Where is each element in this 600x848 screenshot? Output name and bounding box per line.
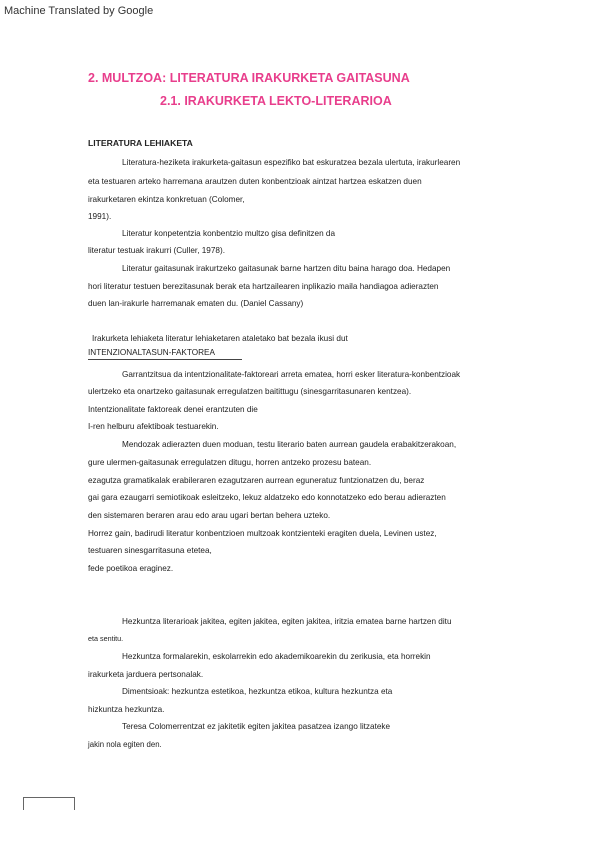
text-line: hori literatur testuen berezitasunak berak eta hartzailearen inplikazio maila handiagoa adierazten bbox=[88, 282, 439, 291]
text-line: den sistemaren beraren arau edo arau ugari bertan behera uzteko. bbox=[88, 511, 331, 520]
text-line: Literatur gaitasunak irakurtzeko gaitasunak barne hartzen ditu baina harago doa. Hedapen bbox=[122, 264, 451, 273]
text-line: literatur testuak irakurri (Culler, 1978). bbox=[88, 246, 225, 255]
text-line: hizkuntza hezkuntza. bbox=[88, 705, 165, 714]
text-line: I-ren helburu afektiboak testuarekin. bbox=[88, 422, 219, 431]
text-line: duen lan-irakurle harremanak ematen du. (Daniel Cassany) bbox=[88, 299, 304, 308]
text-line: Hezkuntza formalarekin, eskolarrekin edo akademikoarekin du zerikusia, eta horrekin bbox=[122, 652, 431, 661]
text-line: testuaren sinesgarritasuna etetea, bbox=[88, 546, 212, 555]
text-line: gure ulermen-gaitasunak erregulatzen ditugu, horren antzeko prozesu batean. bbox=[88, 458, 372, 467]
heading-underline bbox=[88, 359, 242, 360]
page-footer-box bbox=[23, 797, 75, 810]
machine-translation-banner: Machine Translated by Google bbox=[4, 5, 154, 17]
main-title: 2. MULTZOA: LITERATURA IRAKURKETA GAITASUNA bbox=[88, 71, 410, 85]
text-line: Literatura-heziketa irakurketa-gaitasun espezifiko bat eskuratzea bezala ulertuta, irakurlearen bbox=[122, 158, 461, 167]
text-line: irakurketaren ekintza konkretuan (Colomer, bbox=[88, 195, 245, 204]
text-line: Hezkuntza literarioak jakitea, egiten jakitea, egiten jakitea, iritzia ematea barne hartzen ditu bbox=[122, 617, 452, 626]
text-line: Horrez gain, badirudi literatur konbentzioen multzoak kontzienteki eragiten duela, Levinen ustez, bbox=[88, 529, 437, 538]
text-line: Intentzionalitate faktoreak denei erantzuten die bbox=[88, 405, 258, 414]
section-heading: LITERATURA LEHIAKETA bbox=[88, 138, 193, 148]
text-line: 1991). bbox=[88, 212, 112, 221]
intentionality-heading: INTENZIONALTASUN-FAKTOREA bbox=[88, 348, 215, 357]
text-line: fede poetikoa eraginez. bbox=[88, 564, 174, 573]
text-line: gai gara ezaugarri semiotikoak esleitzeko, lekuz aldatzeko edo konnotatzeko edo berau adierazten bbox=[88, 493, 446, 502]
sub-title: 2.1. IRAKURKETA LEKTO-LITERARIOA bbox=[160, 94, 392, 108]
text-line: jakin nola egiten den. bbox=[88, 740, 162, 749]
text-line: Literatur konpetentzia konbentzio multzo gisa definitzen da bbox=[122, 229, 336, 238]
text-line: Teresa Colomerrentzat ez jakitetik egiten jakitea pasatzea izango litzateke bbox=[122, 722, 391, 731]
text-line: Mendozak adierazten duen moduan, testu literario baten aurrean gaudela erabakitzerakoan, bbox=[122, 440, 457, 449]
text-line: Garrantzitsua da intentzionalitate-faktoreari arreta ematea, horri esker literatura-konbentzioak bbox=[122, 370, 461, 379]
text-line: ezagutza gramatikalak erabileraren ezagutzaren aurrean eguneratuz funtzionatzen du, beraz bbox=[88, 476, 425, 485]
text-line: irakurketa jarduera pertsonalak. bbox=[88, 670, 204, 679]
text-line: Dimentsioak: hezkuntza estetikoa, hezkuntza etikoa, kultura hezkuntza eta bbox=[122, 687, 393, 696]
text-line: ulertzeko eta onartzeko gaitasunak erregulatzen baitittugu (sinesgarritasunaren kentzea). bbox=[88, 387, 412, 396]
text-line: eta testuaren arteko harremana arautzen duten konbentzioak aintzat hartzea eskatzen duen bbox=[88, 177, 422, 186]
text-line: Irakurketa lehiaketa literatur lehiaketaren ataletako bat bezala ikusi dut bbox=[92, 334, 348, 343]
text-line: eta sentitu. bbox=[88, 634, 124, 643]
